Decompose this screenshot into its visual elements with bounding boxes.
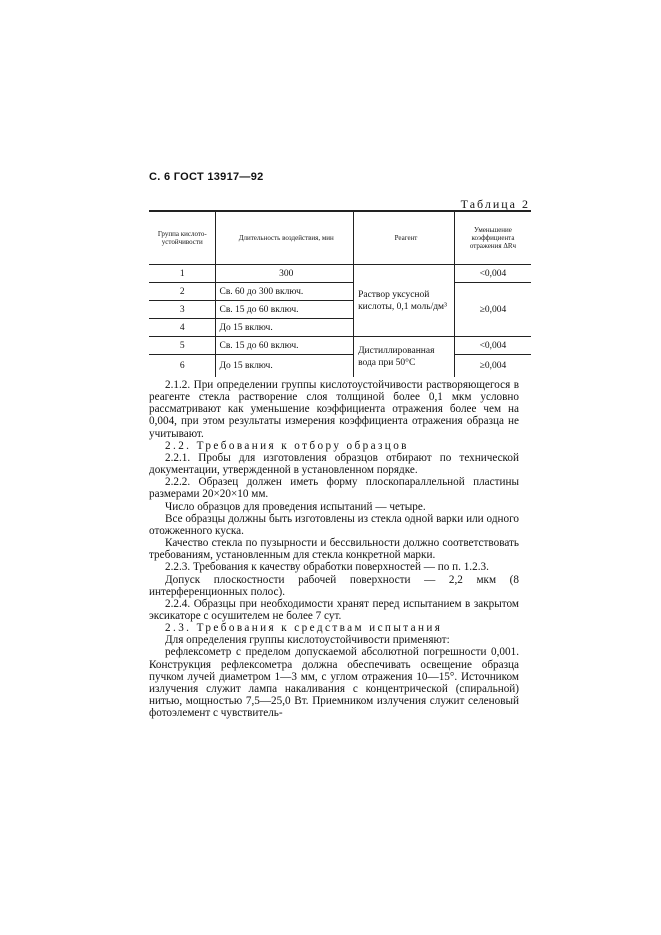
paragraph: 2.1.2. При определении группы кислотоустойчивости растворяющегося в реагенте стекла растворение слоя толщиной более 0,1 мкм условно рассматривают как уменьшение коэффициента отражения более чем на 0,004, при этом результаты измерения коэффициента отражения образца не учитывают. [149,379,519,440]
reagent-acid-cell: Раствор уксусной кислоты, 0,1 моль/дм³ [354,265,455,337]
table-row [149,265,531,283]
table-row [149,355,531,378]
column-header-group: Группа кислото- устойчивости [149,211,216,265]
group-cell: 1 [149,265,216,283]
reduction-cell: ≥0,004 [454,355,531,378]
duration-cell: 300 [216,265,354,283]
body-text [149,379,519,719]
column-header-duration: Длительность воздействия, мин [216,211,354,265]
duration-cell: До 15 включ. [216,355,354,378]
table-row [149,337,531,355]
paragraph: Качество стекла по пузырности и бессвильности должно соответствовать требованиям, установленным для стекла конкретной марки. [149,537,519,562]
reduction-cell: <0,004 [454,265,531,283]
paragraph: Все образцы должны быть изготовлены из стекла одной варки или одного отожженного куска. [149,512,519,537]
paragraph: Число образцов для проведения испытаний — четыре. [165,500,426,513]
table-row [149,283,531,301]
paragraph: 2.2.2. Образец должен иметь форму плоскопараллельной пластины размерами 20×20×10 мм. [149,476,519,501]
table-title: Таблица 2 [460,197,530,211]
paragraph: 2.2.1. Пробы для изготовления образцов отбирают по технической документации, утвержденной в установленном порядке. [149,451,519,477]
column-header-reagent: Реагент [354,211,455,265]
reduction-cell: ≥0,004 [454,283,531,337]
reagent-water-cell: Дистиллированная вода при 50°С [354,337,455,378]
group-cell: 2 [149,283,216,301]
column-header-reduction: Уменьшение коэффициента отражения ΔRч [454,211,531,265]
paragraph: Допуск плоскостности рабочей поверхности — 2,2 мкм (8 интерференционных полос). [149,573,519,598]
duration-cell: Св. 60 до 300 включ. [216,283,354,301]
duration-cell: Св. 15 до 60 включ. [216,337,354,355]
group-cell: 6 [179,361,185,371]
duration-cell: Св. 15 до 60 включ. [216,301,354,319]
acid-resistance-table [149,210,531,377]
group-cell: 5 [149,337,216,355]
group-cell: 3 [149,301,216,319]
duration-cell: До 15 включ. [216,319,354,337]
reduction-cell: <0,004 [454,337,531,355]
paragraph: 2.2.4. Образцы при необходимости хранят перед испытанием в закрытом эксикаторе с осушителем не более 7 сут. [149,597,519,622]
section-heading: 2.2. Требования к отбору образцов [165,439,409,452]
paragraph: Для определения группы кислотоустойчивости применяют: [165,634,450,647]
paragraph: рефлексометр с пределом допускаемой абсолютной погрешности 0,001. Конструкция рефлексометра должна обеспечивать освещение образца пучком лучей диаметром 1—3 мм, с углом отражения 10—15°. Источником излучения служит лампа накаливания с концентрической (спиральной) нитью, мощностью 7,5—25,0 Вт. Приемником излучения служит селеновый фотоэлемент с чувствитель- [149,646,519,720]
paragraph: 2.2.3. Требования к качеству обработки поверхностей — по п. 1.2.3. [165,561,489,574]
group-cell: 4 [149,319,216,337]
section-heading: 2.3. Требования к средствам испытания [165,622,443,635]
page-header: С. 6 ГОСТ 13917—92 [149,171,264,183]
